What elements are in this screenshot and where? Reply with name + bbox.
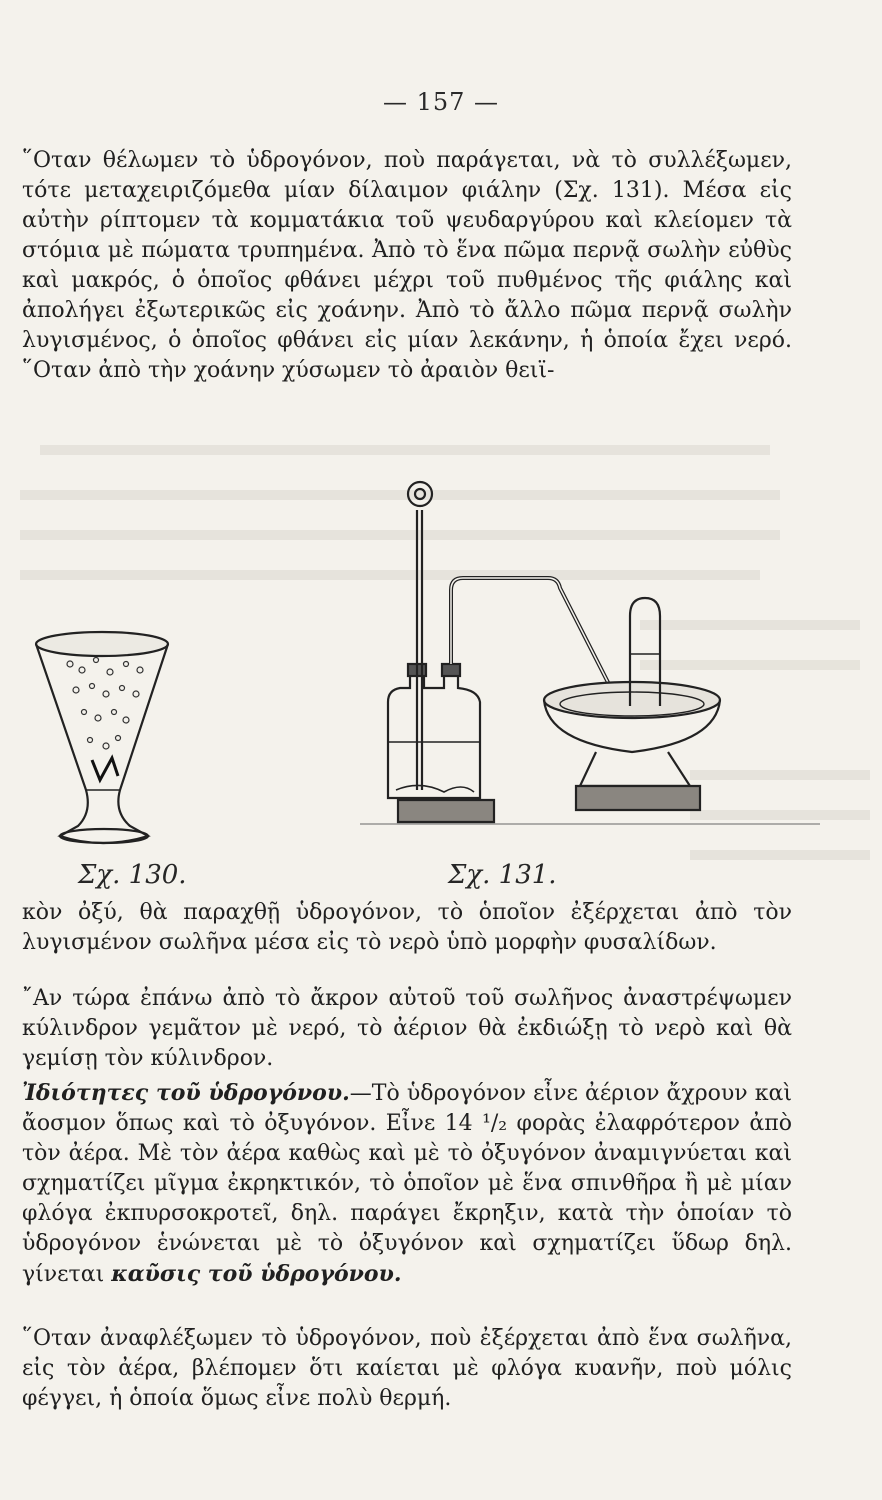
paragraph-cylinder: ῎Αν τώρα ἐπάνω ἀπὸ τὸ ἄκρον αὐτοῦ τοῦ σωλῆνος ἀναστρέψωμεν κύλινδρον γεμᾶτον μὲ νερό, τὸ ἀέριον θὰ ἐκδιώξῃ τὸ νερὸ καὶ θὰ γεμίσῃ τὸν κύλινδρον. bbox=[22, 986, 792, 1071]
figure-130-caption: Σχ. 130. bbox=[78, 860, 187, 890]
fig130-conical-glass bbox=[36, 632, 168, 843]
paragraph-collecting-hydrogen: ῞Οταν θέλωμεν τὸ ὑδρογόνον, ποὺ παράγεται, νὰ τὸ συλλέξωμεν, τότε μεταχειριζόμεθα μίαν δίλαιμον φιάλην (Σχ. 131). Μέσα εἰς αὐτὴν ρίπτομεν τὰ κομματάκια τοῦ ψευδαργύρου καὶ κλείομεν τὰ στόμια μὲ πώματα τρυπημένα. Ἀπὸ τὸ ἕνα πῶμα περνᾷ σωλὴν εὐθὺς καὶ μακρός, ὁ ὁποῖος φθάνει μέχρι τοῦ πυθμένος τῆς φιάλης καὶ ἀπολήγει ἐξωτερικῶς εἰς χοάνην. Ἀπὸ τὸ ἄλλο πῶμα περνᾷ σωλὴν λυγισμένος, ὁ ὁποῖος φθάνει εἰς μίαν λεκάνην, ἡ ὁποία ἔχει νερό. ῞Οταν ἀπὸ τὴν χοάνην χύσωμεν τὸ ἀραιὸν θειϊ- bbox=[22, 148, 792, 383]
combustion-emphasis: καῦσις τοῦ ὑδρογόνου. bbox=[111, 1261, 402, 1287]
fig131-apparatus bbox=[360, 482, 820, 824]
figure-131-caption: Σχ. 131. bbox=[448, 860, 557, 890]
figure-illustrations bbox=[0, 470, 882, 900]
paragraph-properties bbox=[22, 1078, 792, 1290]
paragraph-bubbles: κὸν ὀξύ, θὰ παραχθῇ ὑδρογόνον, τὸ ὁποῖον ἐξέρχεται ἀπὸ τὸν λυγισμένον σωλῆνα μέσα εἰς τὸ νερὸ ὑπὸ μορφὴν φυσαλίδων. bbox=[22, 900, 792, 955]
page-number: — 157 — bbox=[382, 88, 500, 116]
section-heading-properties: Ἰδιότητες τοῦ ὑδρογόνου. bbox=[22, 1080, 350, 1106]
paragraph-flame: ῞Οταν ἀναφλέξωμεν τὸ ὑδρογόνον, ποὺ ἐξέρχεται ἀπὸ ἕνα σωλῆνα, εἰς τὸν ἀέρα, βλέπομεν ὅτι καίεται μὲ φλόγα κυανῆν, ποὺ μόλις φέγγει, ἡ ὁποία ὅμως εἶνε πολὺ θερμή. bbox=[22, 1326, 792, 1411]
properties-text: —Τὸ ὑδρογόνον εἶνε ἀέριον ἄχρουν καὶ ἄοσμον ὅπως καὶ τὸ ὀξυγόνον. Εἶνε 14 ¹/₂ φορὰς ἐλαφρότερον ἀπὸ τὸν ἀέρα. Μὲ τὸν ἀέρα καθὼς καὶ μὲ τὸ ὀξυγόνον ἀναμιγνύεται καὶ σχηματίζει μῖγμα ἐκρηκτικόν, τὸ ὁποῖον μὲ ἕνα σπινθῆρα ἢ μὲ μίαν φλόγα ἐκπυρσοκροτεῖ, δηλ. παράγει ἔκρηξιν, κατὰ τὴν ὁποίαν τὸ ὑδρογόνον ἑνώνεται μὲ τὸ ὀξυγόνον καὶ σχηματίζει ὕδωρ δηλ. γίνεται bbox=[22, 1081, 792, 1287]
